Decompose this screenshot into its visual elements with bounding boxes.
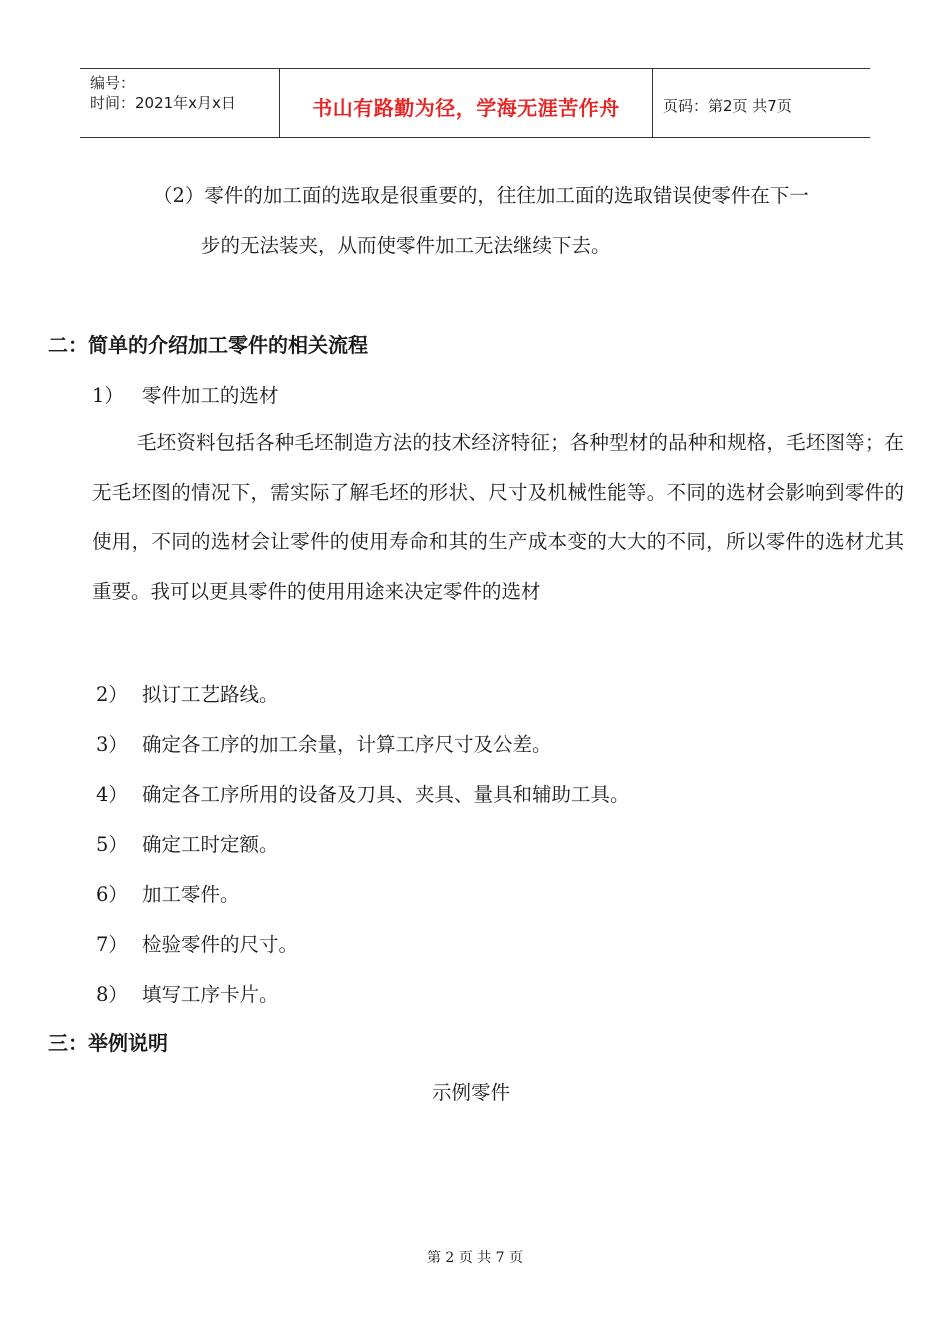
list-item-number: 3） — [96, 733, 128, 756]
list-item — [96, 679, 279, 707]
list-item-text: 加工零件。 — [142, 883, 240, 906]
list-item — [96, 979, 279, 1007]
list-item-number: 5） — [96, 833, 128, 856]
figure-caption: 示例零件 — [432, 1081, 511, 1104]
list-item-text: 确定各工序的加工余量，计算工序尺寸及公差。 — [142, 733, 552, 756]
list-item-number: 6） — [96, 883, 128, 906]
list-item — [96, 729, 552, 757]
time-label: 时间：2021年x月x日 — [90, 94, 236, 112]
header-meta — [80, 69, 280, 137]
item1-label: 零件加工的选材 — [141, 384, 279, 407]
list-item-number: 4） — [96, 783, 128, 806]
section3-heading: 三：举例说明 — [48, 1031, 168, 1055]
page-footer: 第 2 页 共 7 页 — [426, 1250, 524, 1266]
page-header — [80, 68, 870, 138]
list-item — [96, 829, 279, 857]
list-item-number: 8） — [96, 983, 128, 1006]
section2-item1 — [92, 380, 278, 408]
header-motto: 书山有路勤为径，学海无涯苦作舟 — [280, 69, 653, 137]
list-item — [96, 879, 240, 907]
list-item-number: 2） — [96, 683, 128, 706]
section2-paragraph: 毛坯资料包括各种毛坯制造方法的技术经济特征；各种型材的品种和规格，毛坯图等；在无毛坯图的情况下，需实际了解毛坯的形状、尺寸及机械性能等。不同的选材会影响到零件的使用，不同的选材会让零件的使用寿命和其的生产成本变的大大的不同，所以零件的选材尤其重要。我可以更具零件的使用用途来决定零件的选材 — [92, 431, 904, 603]
number-label: 编号： — [90, 74, 136, 92]
list-item-text: 检验零件的尺寸。 — [142, 933, 299, 956]
list-item-text: 确定各工序所用的设备及刀具、夹具、量具和辅助工具。 — [142, 783, 630, 806]
intro-item-line1: （2）零件的加工面的选取是很重要的，往往加工面的选取错误使零件在下一 — [153, 184, 809, 207]
list-item — [96, 779, 630, 807]
item1-number: 1） — [92, 384, 124, 407]
list-item-text: 确定工时定额。 — [142, 833, 279, 856]
list-item-text: 填写工序卡片。 — [142, 983, 279, 1006]
section2-heading: 二：简单的介绍加工零件的相关流程 — [48, 333, 368, 357]
list-item — [96, 929, 298, 957]
list-item-number: 7） — [96, 933, 128, 956]
header-page-info: 页码：第2页 共7页 — [663, 96, 792, 115]
list-item-text: 拟订工艺路线。 — [142, 683, 279, 706]
intro-item-line2: 步的无法装夹，从而使零件加工无法继续下去。 — [201, 234, 611, 257]
